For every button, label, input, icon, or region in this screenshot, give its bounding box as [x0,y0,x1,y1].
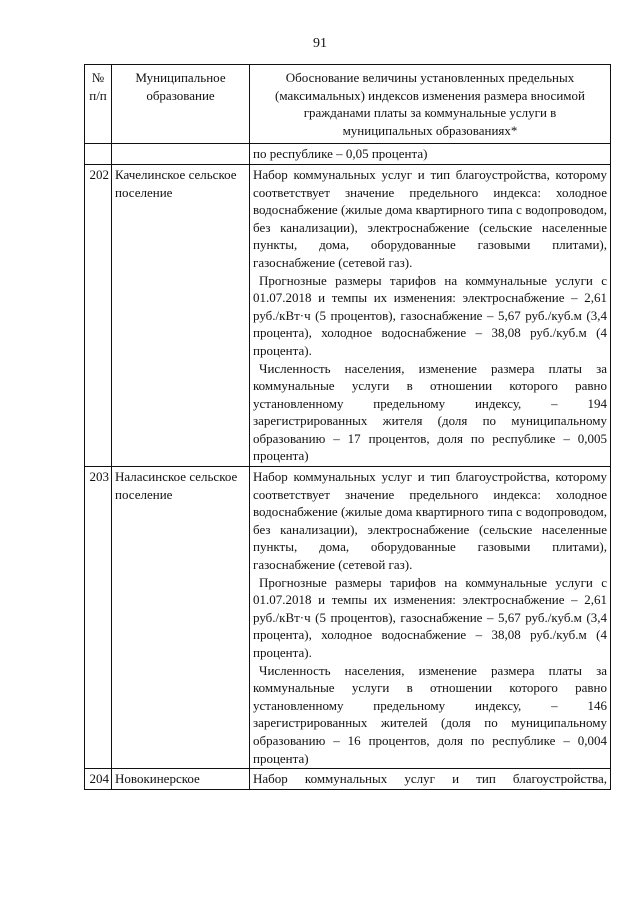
justification-cell [250,164,611,466]
population-paragraph: Численность населения, изменение размера платы за коммунальные услуги в отношении которого равно установленному предельному индексу, – 146 зарегистрированных жителей (доля по муниципальному образованию – 16 процентов, доля по республике – 0,004 процента) [253,662,607,766]
table-header-row [85,65,611,144]
row-number: 204 [85,769,112,790]
justification-cell [250,769,611,790]
header-justification: Обоснование величины установленных предельных (максимальных) индексов изменения размера вносимой гражданами платы за коммунальные услуги в муниципальных образованиях* [250,65,611,144]
continuation-text: по республике – 0,05 процента) [250,144,611,165]
page-number: 91 [313,36,327,51]
municipality-name: Наласинское сельское поселение [112,467,250,769]
population-paragraph: Численность населения, изменение размера платы за коммунальные услуги в отношении которого равно установленному предельному индексу, – 194 зарегистрированных жителя (доля по муниципальному образованию – 17 процентов, доля по республике – 0,005 процента) [253,360,607,464]
table-row [85,467,611,769]
tariff-forecast-paragraph: Прогнозные размеры тарифов на коммунальные услуги с 01.07.2018 и темпы их изменения: электроснабжение – 2,61 руб./кВт·ч (5 процентов), газоснабжение – 5,67 руб./куб.м (3,4 процента), холодное водоснабжение – 38,08 руб./куб.м (4 процента). [253,272,607,358]
justification-cell [250,467,611,769]
service-set-paragraph: Набор коммунальных услуг и тип благоустройства, которому соответствует значение предельного индекса: холодное водоснабжение (жилые дома квартирного типа с водопроводом, без канализации), электроснабжение (сельские населенные пункты, дома, оборудованные газовыми плитами), газоснабжение (сетевой газ). [253,469,607,573]
row-number: 203 [85,467,112,769]
row-number: 202 [85,164,112,466]
service-set-paragraph: Набор коммунальных услуг и тип благоустройства, которому соответствует значение предельного индекса: холодное водоснабжение (жилые дома квартирного типа с водопроводом, без канализации), электроснабжение (сельские населенные пункты, дома, оборудованные газовыми плитами), газоснабжение (сетевой газ). [253,166,607,270]
table-row [85,164,611,466]
municipality-name: Качелинское сельское поселение [112,164,250,466]
tariff-index-table [84,64,611,790]
municipality-name: Новокинерское [112,769,250,790]
header-number: № п/п [85,65,112,144]
table-row-continuation [85,144,611,165]
header-municipality: Муниципальное образование [112,65,250,144]
table-row [85,769,611,790]
service-set-paragraph: Набор коммунальных услуг и тип благоустройства, [253,771,607,787]
tariff-forecast-paragraph: Прогнозные размеры тарифов на коммунальные услуги с 01.07.2018 и темпы их изменения: электроснабжение – 2,61 руб./кВт·ч (5 процентов), газоснабжение – 5,67 руб./куб.м (3,4 процента), холодное водоснабжение – 38,08 руб./куб.м (4 процента). [253,574,607,660]
